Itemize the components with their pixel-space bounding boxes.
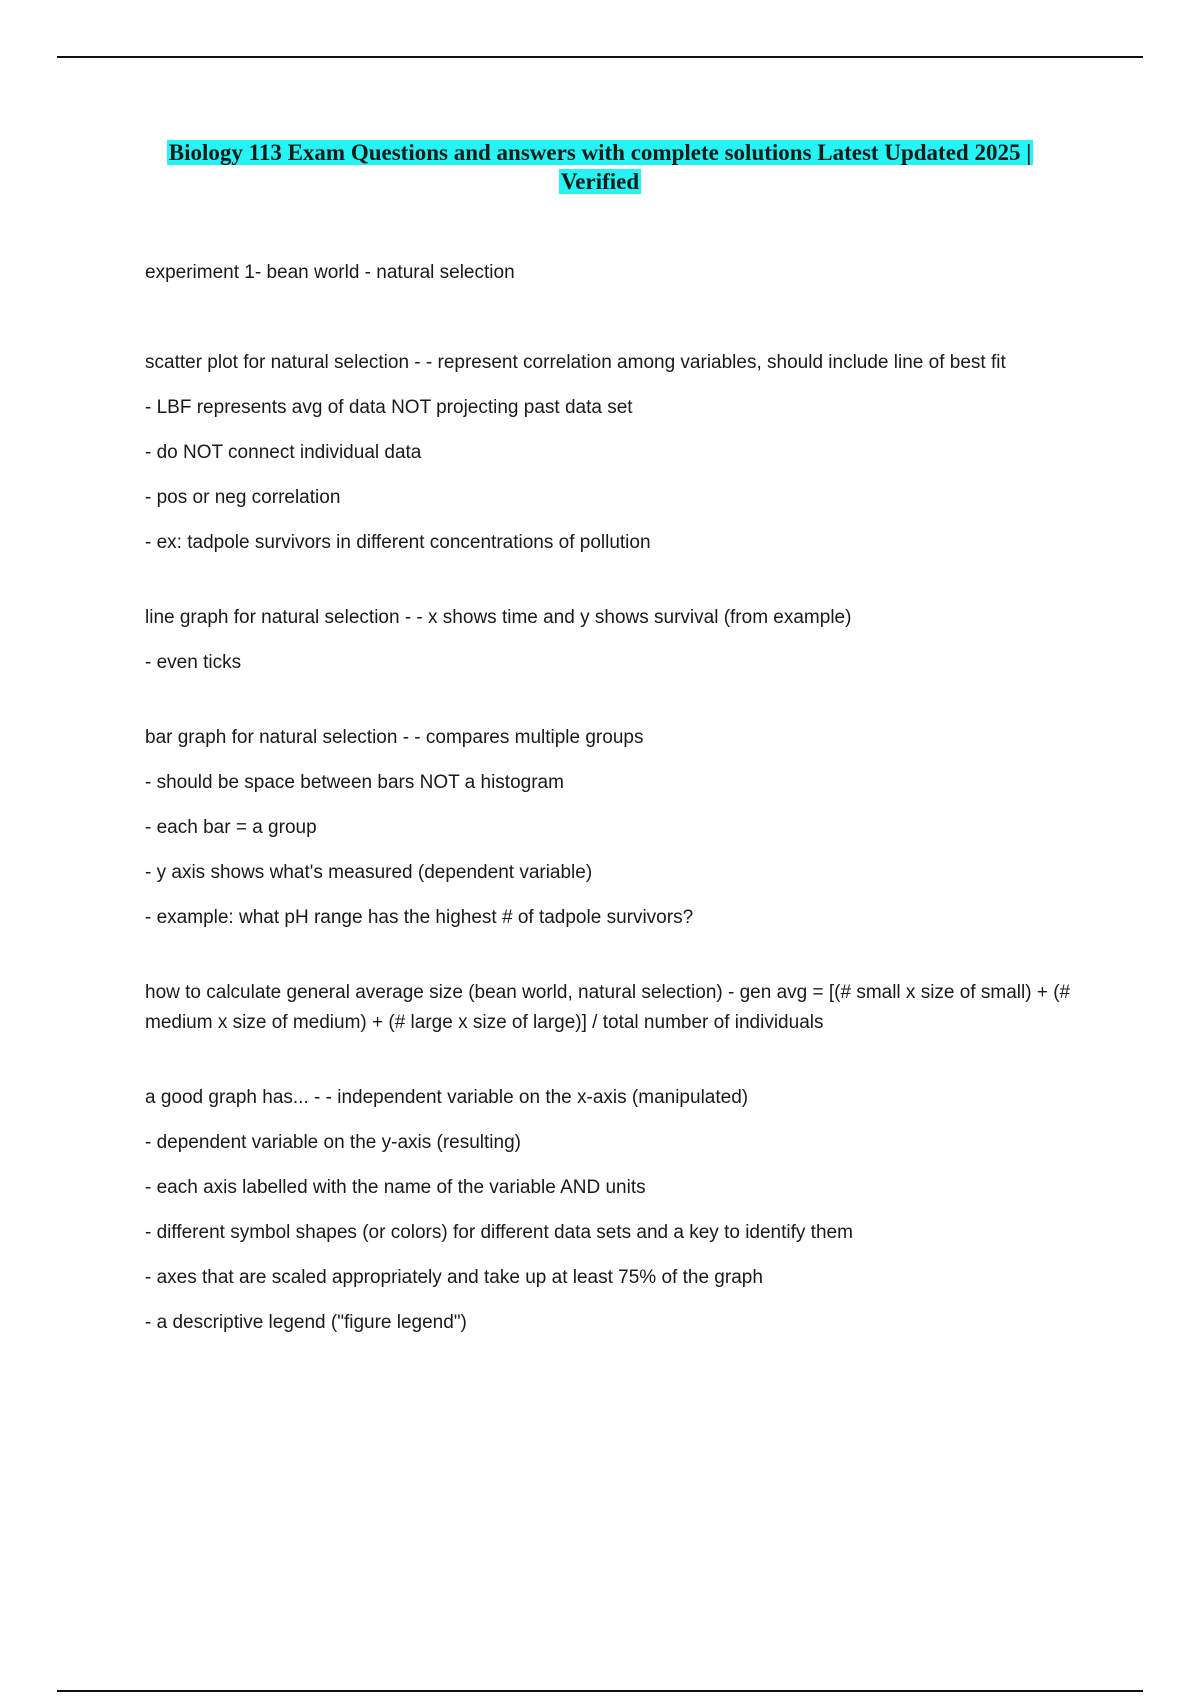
bullet-item: - dependent variable on the y-axis (resulting) — [145, 1132, 521, 1153]
bullet-item: - LBF represents avg of data NOT projecting past data set — [145, 397, 633, 418]
title-line-1: Biology 113 Exam Questions and answers with complete solutions Latest Updated 2025 | — [168, 140, 1032, 165]
section-heading-good-graph: a good graph has... - - independent variable on the x-axis (manipulated) — [145, 1087, 749, 1108]
bullet-item: - ex: tadpole survivors in different concentrations of pollution — [145, 532, 651, 553]
footer-rule — [57, 1690, 1143, 1692]
title-line-2: Verified — [560, 169, 640, 194]
section-heading-average-size: how to calculate general average size (bean world, natural selection) - gen avg = [(# small x size of small) + (# medium x size of medium) + (# large x size of large)] / total number of individuals — [145, 982, 1071, 1033]
section-heading-experiment: experiment 1- bean world - natural selection — [145, 262, 515, 283]
bullet-item: - even ticks — [145, 652, 242, 673]
section-heading-line-graph: line graph for natural selection - - x shows time and y shows survival (from example) — [145, 607, 852, 628]
bullet-item: - pos or neg correlation — [145, 487, 341, 508]
bullet-item: - y axis shows what's measured (dependent variable) — [145, 862, 593, 883]
document-title — [100, 138, 1100, 196]
bullet-item: - each bar = a group — [145, 817, 317, 838]
header-rule — [57, 56, 1143, 58]
bullet-item: - should be space between bars NOT a histogram — [145, 772, 564, 793]
bullet-item: - do NOT connect individual data — [145, 442, 422, 463]
bullet-item: - different symbol shapes (or colors) for different data sets and a key to identify them — [145, 1222, 853, 1243]
bullet-item: - example: what pH range has the highest # of tadpole survivors? — [145, 907, 694, 928]
bullet-item: - each axis labelled with the name of the variable AND units — [145, 1177, 646, 1198]
bullet-item: - axes that are scaled appropriately and take up at least 75% of the graph — [145, 1267, 763, 1288]
section-heading-scatter: scatter plot for natural selection - - represent correlation among variables, should include line of best fit — [145, 352, 1006, 373]
section-heading-bar-graph: bar graph for natural selection - - compares multiple groups — [145, 727, 644, 748]
bullet-item: - a descriptive legend ("figure legend") — [145, 1312, 467, 1333]
document-body — [145, 258, 1105, 1353]
